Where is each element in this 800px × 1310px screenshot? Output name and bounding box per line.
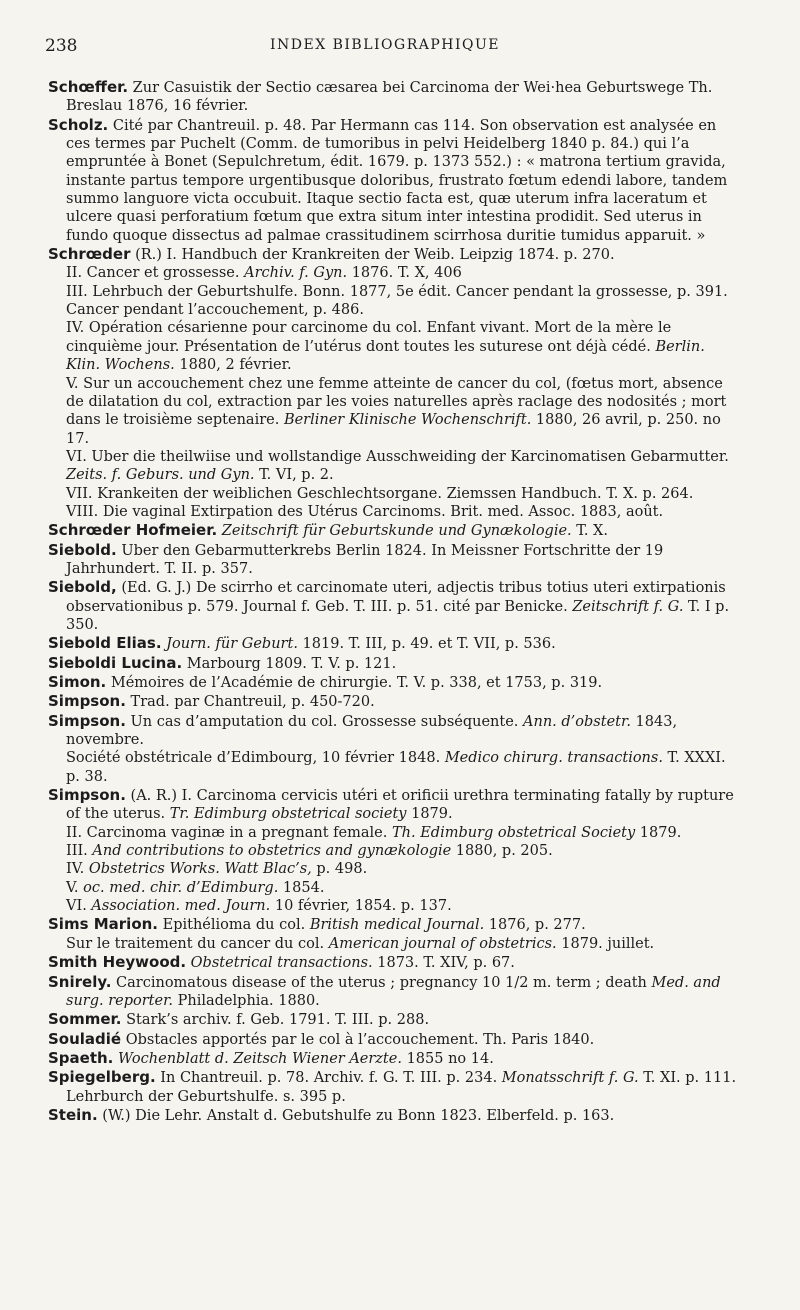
author-name: Snirely. [48, 972, 112, 991]
page-number: 238 [45, 36, 78, 56]
citation-title: Zeits. f. Geburs. und Gyn. [66, 467, 255, 484]
bibliography-entry [48, 1030, 738, 1049]
author-name: Siebold, [48, 578, 117, 597]
citation-title: Berliner Klinische Wochenschrift. [283, 412, 532, 429]
entry-text: VIII. Die vaginal Extirpation des Utérus Carcinoms. Brit. med. Assoc. 1883, août. [66, 503, 664, 520]
entry-text: 1819. T. III, p. 49. et T. VII, p. 536. [297, 636, 556, 653]
entry-text: 1880, 2 février. [174, 357, 292, 374]
entry-text: Un cas d’amputation du col. Grossesse subséquente. [125, 713, 524, 730]
entry-text: 1855 no 14. [401, 1050, 494, 1067]
entry-text: Société obstétricale d’Edimbourg, 10 février 1848. [66, 750, 445, 767]
sub-entry [48, 485, 738, 503]
entry-text: 1880, 26 avril, p. 250. no 17. [66, 412, 721, 447]
author-name: Simpson. [48, 786, 126, 805]
entry-text: Zur Casuistik der Sectio cæsarea bei Carcinoma der Wei·hea Geburtswege Th. Breslau 1876, 16 février. [66, 80, 713, 115]
citation-title: Obstetrics Works. Watt Blac’s, [88, 861, 312, 878]
sub-entry [48, 503, 738, 521]
entry-text: VI. Uber die theilwiise und wollstandige Ausschweiding der Karcinomatisen Gebarmutter. [66, 448, 729, 465]
citation-title: oc. med. chir. d’Edimburg. [83, 879, 279, 896]
sub-entry [48, 824, 738, 842]
bibliography-entry [48, 953, 738, 972]
bibliography-entry [48, 541, 738, 579]
author-name: Simon. [48, 673, 107, 691]
citation-title: Medico chirurg. transactions. [444, 750, 663, 767]
bibliography-entry [48, 786, 738, 824]
entry-text: T. XI. p. 111. Lehrburch der Geburtshulfe. s. 395 p. [66, 1070, 737, 1105]
entry-text: 1876, p. 277. [484, 917, 586, 934]
entry-text: (A. R.) I. Carcinoma cervicis utéri et orificii urethra terminating fatally by rupture of the uterus. [66, 788, 734, 823]
entry-text: Stark’s archiv. f. Geb. 1791. T. III. p. 288. [121, 1012, 430, 1029]
citation-title: Archiv. f. Gyn. [244, 265, 348, 282]
sub-entry [48, 860, 738, 878]
citation-title: Ann. d’obstetr. [523, 713, 631, 730]
entry-text: Marbourg 1809. T. V. p. 121. [182, 655, 397, 672]
author-name: Spiegelberg. [48, 1068, 156, 1087]
entry-text: Philadelphia. 1880. [173, 992, 320, 1009]
bibliography-entry [48, 245, 738, 264]
entry-text: 1879. [406, 806, 453, 823]
entry-text: T. XXXI. p. 38. [66, 750, 726, 785]
bibliography-entry [48, 521, 738, 540]
entry-text: 1873. T. XIV, p. 67. [372, 955, 515, 972]
entry-text: T. VI, p. 2. [254, 467, 334, 484]
entry-text: (W.) Die Lehr. Anstalt d. Gebutshulfe zu Bonn 1823. Elberfeld. p. 163. [97, 1107, 615, 1124]
sub-entry [48, 448, 738, 485]
citation-title: Th. Edimburg obstetrical Society [391, 824, 636, 841]
entry-text: 1854. [278, 879, 325, 896]
running-head: INDEX BIBLIOGRAPHIQUE [269, 37, 501, 53]
entry-text: (Ed. G. J.) De scirrho et carcinomate uteri, adjectis tribus totius uteri extirpationis observationibus p. 579. Journal f. Geb. T. III. p. 51. cité par Benicke. [66, 580, 726, 615]
entry-text: Trad. par Chantreuil, p. 450-720. [125, 694, 375, 711]
entry-text: In Chantreuil. p. 78. Archiv. f. G. T. III. p. 234. [155, 1070, 502, 1087]
entry-text: V. [66, 879, 84, 896]
bibliography-entry [48, 578, 738, 634]
author-name: Simpson. [48, 692, 126, 711]
citation-title: American journal of obstetrics. [328, 935, 557, 952]
entry-text: T. I p. 350. [66, 598, 730, 633]
sub-entry [48, 749, 738, 786]
bibliography-entry [48, 712, 738, 750]
sub-entry [48, 935, 738, 953]
entry-text: 1879. juillet. [556, 935, 655, 952]
entry-text: 10 février, 1854. p. 137. [270, 898, 452, 915]
bibliography-entry [48, 692, 738, 711]
entry-text: II. Cancer et grossesse. [66, 265, 245, 282]
bibliography-entry [48, 1068, 738, 1106]
entry-text: (R.) I. Handbuch der Krankreiten der Weib. Leipzig 1874. p. 270. [130, 247, 615, 264]
citation-title: Zeitschrift für Geburtskunde und Gynækologie. [221, 523, 572, 540]
entry-text: 1879. [635, 824, 682, 841]
bibliography-entry [48, 1049, 738, 1068]
citation-title: Wochenblatt d. Zeitsch Wiener Aerzte. [118, 1050, 402, 1067]
bibliography-entry [48, 78, 738, 116]
bibliography-entries [48, 78, 738, 1125]
sub-entry [48, 897, 738, 915]
sub-entry [48, 283, 738, 320]
author-name: Siebold. [48, 540, 117, 559]
entry-text: IV. [66, 861, 89, 878]
bibliography-entry [48, 1106, 738, 1125]
entry-text: VI. [66, 898, 92, 915]
author-name: Simpson. [48, 711, 126, 730]
author-name: Schœffer. [48, 78, 129, 96]
sub-entry [48, 375, 738, 448]
author-name: Schrœder Hofmeier. [48, 521, 218, 540]
citation-title: Association. med. Journ. [91, 898, 271, 915]
sub-entry [48, 264, 738, 282]
entry-text: Uber den Gebarmutterkrebs Berlin 1824. In Meissner Fortschritte der 19 Jahrhundert. T. II. p. 357. [66, 542, 664, 577]
entry-text: Obstacles apportés par le col à l’accouchement. Th. Paris 1840. [121, 1031, 595, 1048]
bibliography-entry [48, 654, 738, 673]
entry-text: p. 498. [311, 861, 368, 878]
entry-text: Cité par Chantreuil. p. 48. Par Hermann cas 114. Son observation est analysée en ces termes par Puchelt (Comm. de tumoribus in pelvi Heidelberg 1840 p. 84.) qui l’a empruntée à Bonet (Sepulchretum, édit. 1679. p. 1373 552.) : « matrona tertium gravida, instante partus tempore urgentibusque doloribus, frustrato fœtum edendi labore, tandem summo languore victa occubuit. Itaque sectio facta est, quæ uterum infra laceratum et ulcere quasi perforatium fœtum que extra situm inter intestina prodidit. Sed uterus in fundo quoque dissectus ad palmae crassitudinem scirrhosa duritie tumidus apparuit. » [66, 117, 728, 244]
entry-text: Mémoires de l’Académie de chirurgie. T. V. p. 338, et 1753, p. 319. [106, 675, 603, 691]
citation-title: Tr. Edimburg obstetrical society [169, 806, 407, 823]
bibliography-entry [48, 116, 738, 245]
entry-text: III. Lehrbuch der Geburtshulfe. Bonn. 1877, 5e édit. Cancer pendant la grossesse, p. 391. Cancer pendant l’accouchement, p. 486. [66, 283, 728, 319]
citation-title: Berlin. Klin. Wochens. [66, 338, 705, 374]
entry-text: II. Carcinoma vaginæ in a pregnant female. [66, 824, 392, 841]
citation-title: Zeitschrift f. G. [572, 598, 684, 615]
citation-title: British medical Journal. [309, 917, 485, 934]
author-name: Siebold Elias. [48, 634, 162, 653]
author-name: Spaeth. [48, 1048, 114, 1067]
page-header [45, 36, 725, 58]
bibliography-entry [48, 673, 738, 692]
author-name: Souladié [48, 1029, 122, 1048]
entry-text: T. X. [571, 523, 608, 540]
author-name: Stein. [48, 1105, 98, 1124]
entry-text: VII. Krankeiten der weiblichen Geschlechtsorgane. Ziemssen Handbuch. T. X. p. 264. [66, 485, 694, 502]
author-name: Sommer. [48, 1010, 122, 1029]
entry-text: Epithélioma du col. [158, 917, 310, 934]
entry-text: 1843, novembre. [66, 713, 678, 749]
entry-text: 1880, p. 205. [451, 843, 553, 860]
author-name: Scholz. [48, 115, 109, 134]
entry-text: 1876. T. X, 406 [347, 265, 462, 282]
citation-title: Obstetrical transactions. [190, 955, 373, 972]
citation-title: Med. and surg. reporter. [66, 974, 721, 1009]
author-name: Sims Marion. [48, 915, 158, 934]
entry-text: V. Sur un accouchement chez une femme atteinte de cancer du col, (fœtus mort, absence de dilatation du col, extraction par les voies naturelles après raclage des nodosités ; mort dans le troisième septenaire. [66, 375, 727, 429]
sub-entry [48, 319, 738, 374]
citation-title: Journ. für Geburt. [166, 636, 298, 653]
bibliography-entry [48, 1010, 738, 1029]
entry-text: IV. Opération césarienne pour carcinome du col. Enfant vivant. Mort de la mère le cinquième jour. Présentation de l’utérus dont toutes les suturese ont déjà cédé. [66, 320, 672, 355]
author-name: Schrœder [48, 245, 131, 264]
bibliography-entry [48, 915, 738, 934]
sub-entry [48, 842, 738, 860]
entry-text: Sur le traitement du cancer du col. [66, 935, 329, 952]
bibliography-entry [48, 973, 738, 1011]
entry-text: III. [66, 843, 93, 860]
citation-title: And contributions to obstetrics and gynækologie [92, 843, 452, 860]
bibliography-entry [48, 634, 738, 653]
sub-entry [48, 879, 738, 897]
author-name: Sieboldi Lucina. [48, 653, 183, 672]
citation-title: Monatsschrift f. G. [501, 1070, 639, 1087]
author-name: Smith Heywood. [48, 953, 187, 972]
entry-text: Carcinomatous disease of the uterus ; pregnancy 10 1/2 m. term ; death [111, 974, 652, 991]
